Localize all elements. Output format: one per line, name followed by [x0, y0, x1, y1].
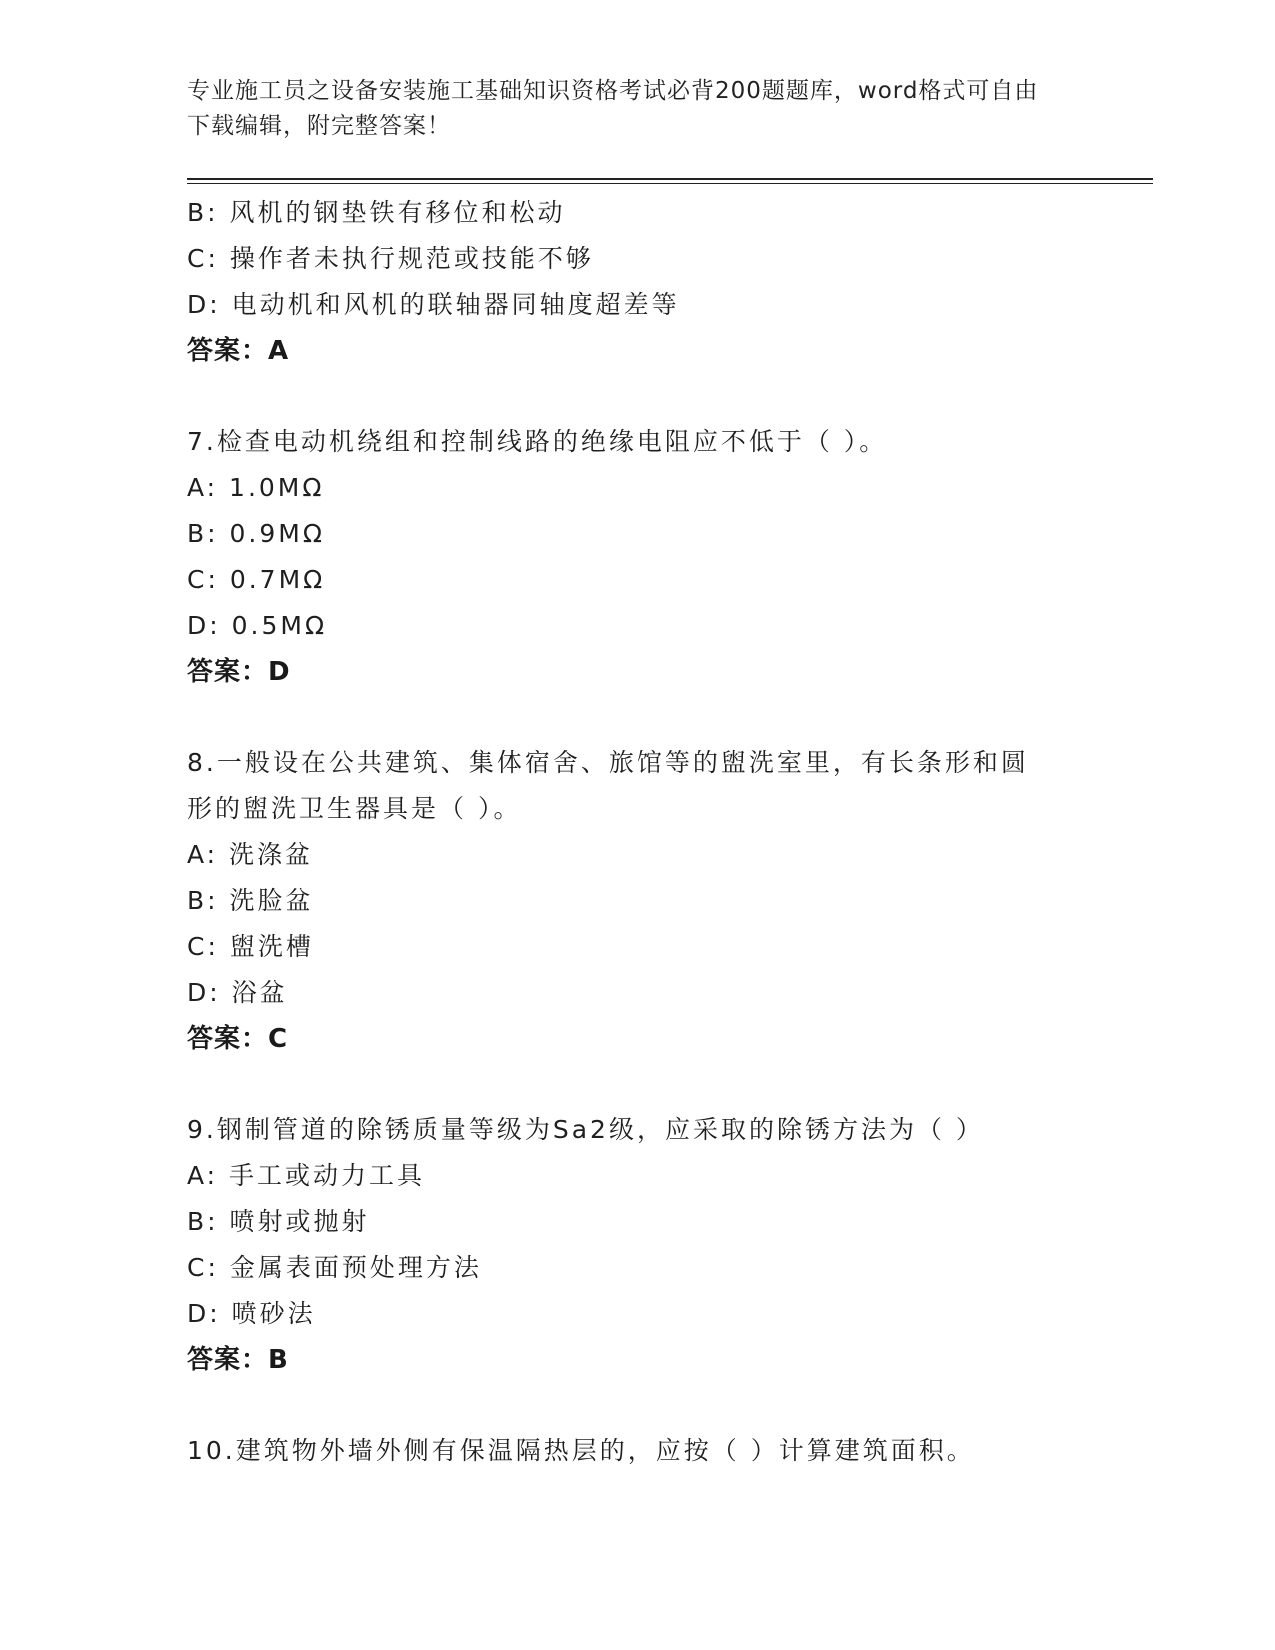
q6-answer: 答案：A — [187, 336, 290, 366]
q7-option-b: B: 0.9MΩ — [187, 519, 325, 548]
spacer — [187, 1062, 1087, 1107]
question-10-block — [187, 1428, 1087, 1474]
spacer — [187, 1383, 1087, 1428]
q9-option-a: A: 手工或动力工具 — [187, 1161, 426, 1190]
header-divider-thick — [187, 178, 1153, 180]
q10-question: 10.建筑物外墙外侧有保温隔热层的，应按（ ）计算建筑面积。 — [187, 1436, 975, 1465]
header-divider-thin — [187, 183, 1153, 184]
q8-option-a: A: 洗涤盆 — [187, 840, 314, 869]
question-6-block — [187, 190, 1087, 374]
q6-option-c: C: 操作者未执行规范或技能不够 — [187, 244, 594, 273]
q8-question-line1: 8.一般设在公共建筑、集体宿舍、旅馆等的盥洗室里，有长条形和圆 — [187, 748, 1029, 777]
question-9-block — [187, 1107, 1087, 1383]
q9-option-b: B: 喷射或抛射 — [187, 1207, 370, 1236]
question-7-block — [187, 419, 1087, 695]
q9-option-c: C: 金属表面预处理方法 — [187, 1253, 482, 1282]
header-title-line2: 下载编辑，附完整答案！ — [187, 113, 451, 139]
q7-question: 7.检查电动机绕组和控制线路的绝缘电阻应不低于（ ）。 — [187, 427, 888, 456]
q9-option-d: D: 喷砂法 — [187, 1299, 316, 1328]
document-header — [187, 74, 1087, 144]
q6-option-b: B: 风机的钢垫铁有移位和松动 — [187, 198, 566, 227]
q8-option-b: B: 洗脸盆 — [187, 886, 314, 915]
q7-answer: 答案：D — [187, 657, 291, 687]
q7-option-d: D: 0.5MΩ — [187, 611, 328, 640]
question-list — [187, 190, 1087, 1474]
spacer — [187, 374, 1087, 419]
header-title-line1: 专业施工员之设备安装施工基础知识资格考试必背200题题库，word格式可自由 — [187, 78, 1039, 104]
question-8-block — [187, 740, 1087, 1062]
q6-option-d: D: 电动机和风机的联轴器同轴度超差等 — [187, 290, 680, 319]
q7-option-a: A: 1.0MΩ — [187, 473, 325, 502]
q8-option-c: C: 盥洗槽 — [187, 932, 314, 961]
q8-option-d: D: 浴盆 — [187, 978, 288, 1007]
spacer — [187, 695, 1087, 740]
q8-answer: 答案：C — [187, 1024, 289, 1054]
q7-option-c: C: 0.7MΩ — [187, 565, 326, 594]
q9-question: 9.钢制管道的除锈质量等级为Sa2级，应采取的除锈方法为（ ） — [187, 1115, 984, 1144]
q8-question-line2: 形的盥洗卫生器具是（ ）。 — [187, 794, 522, 823]
q9-answer: 答案：B — [187, 1345, 289, 1375]
